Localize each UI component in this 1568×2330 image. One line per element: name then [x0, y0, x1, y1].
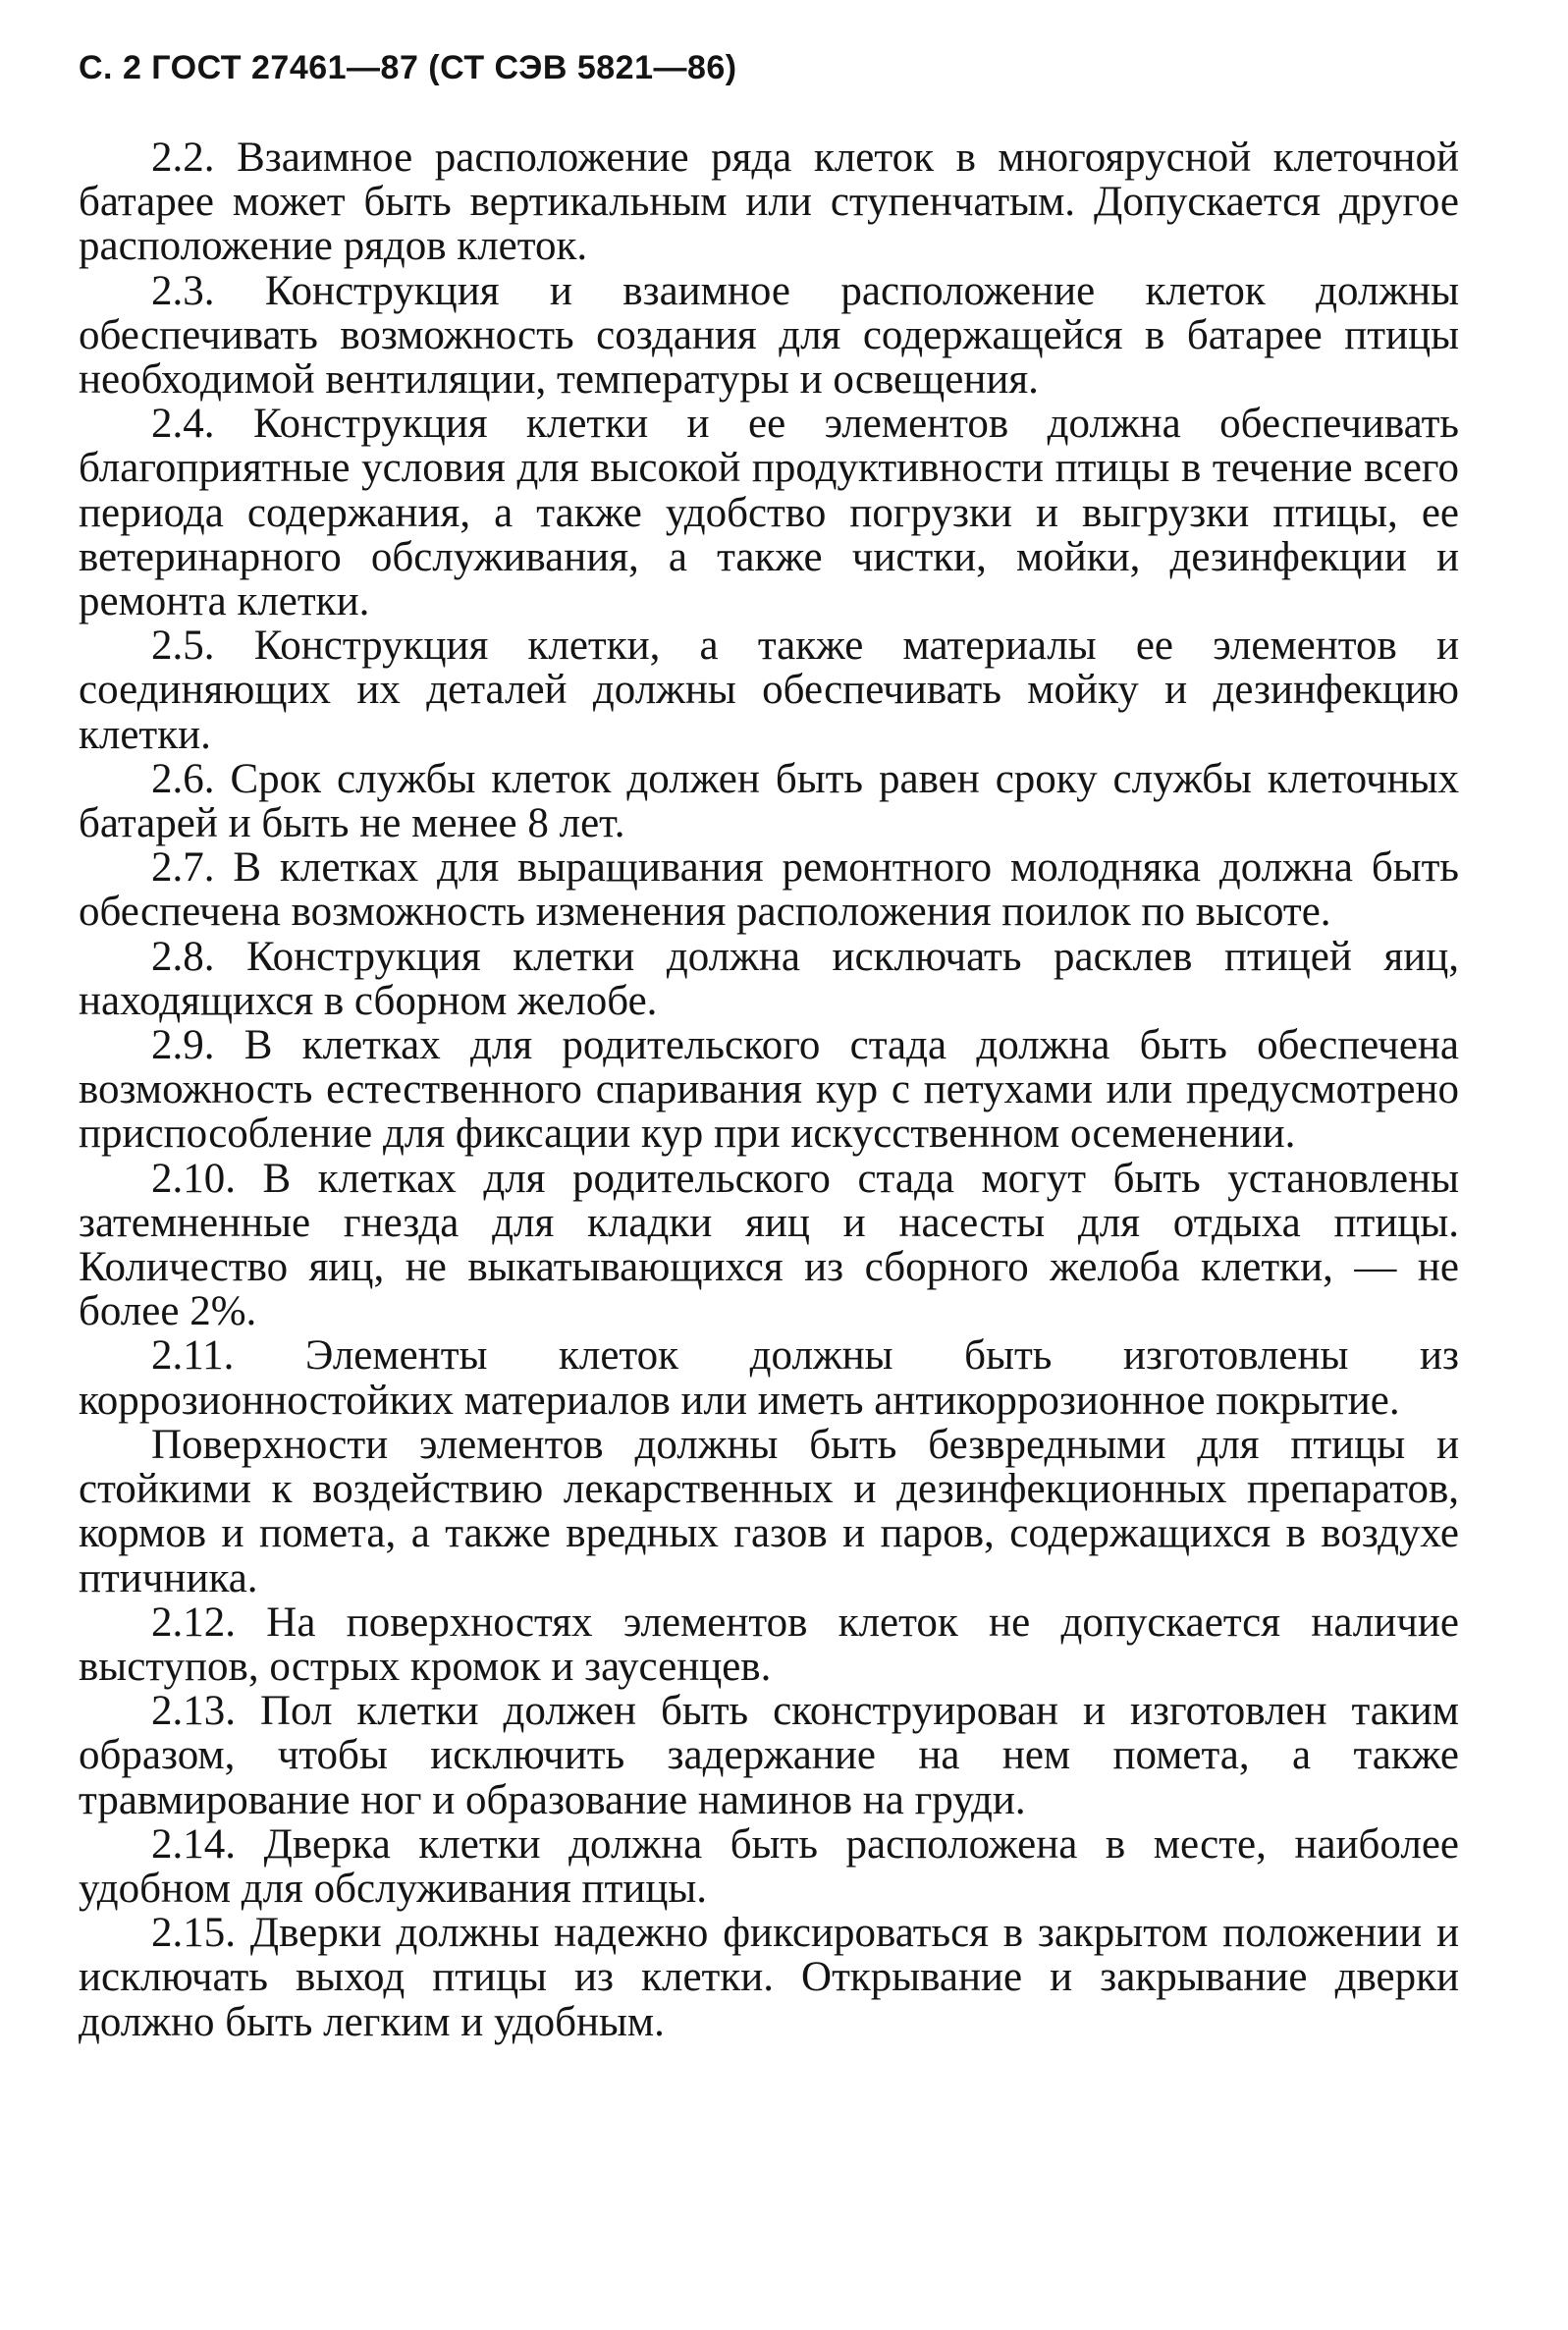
paragraph-2-13: 2.13. Пол клетки должен быть сконструирован и изготовлен таким образом, чтобы исключить задержание на нем помета, а также травмирование ног и образование наминов на груди.	[79, 1688, 1459, 1823]
paragraph-2-2: 2.2. Взаимное расположение ряда клеток в многоярусной клеточной батарее может быть вертикальным или ступенчатым. Допускается другое расположение рядов клеток.	[79, 135, 1459, 270]
paragraph-2-7: 2.7. В клетках для выращивания ремонтного молодняка должна быть обеспечена возможность изменения расположения поилок по высоте.	[79, 844, 1459, 936]
paragraph-2-4: 2.4. Конструкция клетки и ее элементов должна обеспечивать благоприятные условия для высокой продуктивности птицы в течение всего периода содержания, а также удобство погрузки и выгрузки птицы, ее ветеринарного обслуживания, а также чистки, мойки, дезинфекции и ремонта клетки.	[79, 401, 1459, 625]
document-body	[79, 135, 1459, 2044]
paragraph-2-5: 2.5. Конструкция клетки, а также материалы ее элементов и соединяющих их деталей должны обеспечивать мойку и дезинфекцию клетки.	[79, 623, 1459, 758]
paragraph-2-11: 2.11. Элементы клеток должны быть изготовлены из коррозионностойких материалов или иметь антикоррозионное покрытие.	[79, 1332, 1459, 1424]
running-header: С. 2 ГОСТ 27461—87 (СТ СЭВ 5821—86)	[79, 49, 737, 86]
paragraph-2-3: 2.3. Конструкция и взаимное расположение клеток должны обеспечивать возможность создания для содержащейся в батарее птицы необходимой вентиляции, температуры и освещения.	[79, 267, 1459, 404]
paragraph-2-8: 2.8. Конструкция клетки должна исключать расклев птицей яиц, находящихся в сборном желобе.	[79, 933, 1459, 1024]
paragraph-2-6: 2.6. Срок службы клеток должен быть равен сроку службы клеточных батарей и быть не менее 8 лет.	[79, 755, 1459, 847]
paragraph-2-14: 2.14. Дверка клетки должна быть расположена в месте, наиболее удобном для обслуживания птицы.	[79, 1820, 1459, 1912]
paragraph-2-12: 2.12. На поверхностях элементов клеток не допускается наличие выступов, острых кромок и заусенцев.	[79, 1598, 1459, 1690]
paragraph-2-11-surfaces: Поверхности элементов должны быть безвредными для птицы и стойкими к воздействию лекарственных и дезинфекционных препаратов, кормов и помета, а также вредных газов и паров, содержащихся в воздухе птичника.	[79, 1421, 1459, 1601]
paragraph-2-9: 2.9. В клетках для родительского стада должна быть обеспечена возможность естественного спаривания кур с петухами или предусмотрено приспособление для фиксации кур при искусственном осеменении.	[79, 1022, 1459, 1158]
paragraph-2-10: 2.10. В клетках для родительского стада могут быть установлены затемненные гнезда для кладки яиц и насесты для отдыха птицы. Количество яиц, не выкатывающихся из сборного желоба клетки, — не более 2%.	[79, 1155, 1459, 1335]
paragraph-2-15: 2.15. Дверки должны надежно фиксироваться в закрытом положении и исключать выход птицы из клетки. Открывание и закрывание дверки должно быть легким и удобным.	[79, 1910, 1459, 2045]
